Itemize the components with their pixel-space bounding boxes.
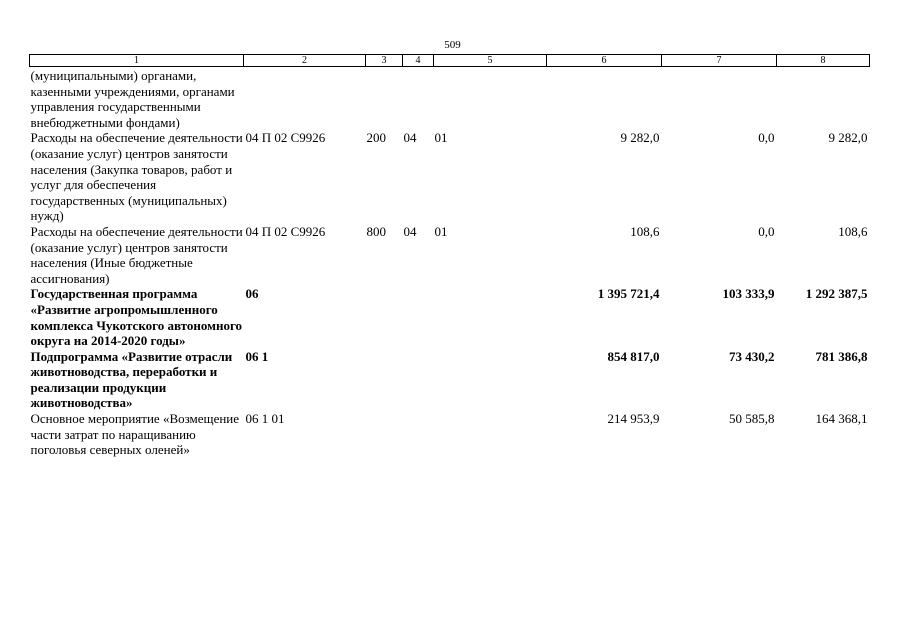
row-rz: 04 <box>403 130 417 146</box>
budget-table <box>29 54 870 458</box>
row-code: 06 1 <box>245 348 269 364</box>
row-pr: 01 <box>434 130 448 146</box>
row-pr: 01 <box>434 223 448 239</box>
column-header-4: 4 <box>403 55 434 67</box>
row-code: 06 <box>245 286 259 302</box>
row-pr <box>434 349 547 411</box>
row-federal: 0,0 <box>758 130 775 146</box>
row-regional: 164 368,1 <box>815 411 868 427</box>
row-code: 06 1 01 <box>245 411 285 427</box>
row-federal: 0,0 <box>758 223 775 239</box>
row-name: Подпрограмма «Развитие отрасли животноводства, переработки и реализации продукции животноводства» <box>30 348 233 411</box>
column-header-6: 6 <box>547 55 662 67</box>
column-header-1: 1 <box>30 55 244 67</box>
row-total: 108,6 <box>630 223 660 239</box>
row-vr <box>366 67 403 131</box>
row-rz <box>403 411 434 458</box>
row-pr <box>434 286 547 348</box>
row-name: Основное мероприятие «Возмещение части затрат по наращиванию поголовья северных оленей» <box>30 411 240 458</box>
row-federal: 50 585,8 <box>729 411 775 427</box>
row-total: 214 953,9 <box>607 411 660 427</box>
row-rz <box>403 349 434 411</box>
row-rz <box>403 67 434 131</box>
row-pr <box>434 67 547 131</box>
column-header-3: 3 <box>366 55 403 67</box>
row-regional: 1 292 387,5 <box>805 286 868 302</box>
row-vr <box>366 286 403 348</box>
row-name: Государственная программа «Развитие агропромышленного комплекса Чукотского автономного округа на 2014-2020 годы» <box>30 286 243 349</box>
table-row <box>30 411 870 458</box>
column-header-7: 7 <box>662 55 777 67</box>
row-rz <box>403 286 434 348</box>
row-federal: 103 333,9 <box>722 286 775 302</box>
column-header-5: 5 <box>434 55 547 67</box>
table-body <box>30 67 870 458</box>
row-total: 854 817,0 <box>607 348 660 364</box>
row-regional: 108,6 <box>838 223 868 239</box>
table-row <box>30 130 870 224</box>
row-vr: 200 <box>366 130 386 146</box>
table-row-program <box>30 286 870 348</box>
row-name: (муниципальными) органами, казенными учреждениями, органами управления государственными внебюджетными фондами) <box>30 68 235 130</box>
row-total: 9 282,0 <box>620 130 660 146</box>
page-number: 509 <box>444 39 461 51</box>
row-name: Расходы на обеспечение деятельности (оказание услуг) центров занятости населения (Закупка товаров, работ и услуг для обеспечения государственных (муниципальных) нужд) <box>30 130 243 224</box>
row-regional: 781 386,8 <box>815 348 868 364</box>
row-code: 04 П 02 С9926 <box>245 130 326 146</box>
row-pr <box>434 411 547 458</box>
row-federal: 73 430,2 <box>729 348 775 364</box>
table-row <box>30 67 870 131</box>
row-total <box>547 67 662 131</box>
row-rz: 04 <box>403 223 417 239</box>
row-vr: 800 <box>366 223 386 239</box>
row-regional: 9 282,0 <box>828 130 868 146</box>
row-code <box>244 67 366 131</box>
row-name: Расходы на обеспечение деятельности (оказание услуг) центров занятости населения (Иные бюджетные ассигнования) <box>30 223 243 286</box>
table-row-subprogram <box>30 349 870 411</box>
row-code: 04 П 02 С9926 <box>245 223 326 239</box>
table-header <box>30 55 870 67</box>
column-header-8: 8 <box>777 55 870 67</box>
table-row <box>30 224 870 286</box>
row-regional <box>777 67 870 131</box>
row-federal <box>662 67 777 131</box>
column-header-2: 2 <box>244 55 366 67</box>
row-total: 1 395 721,4 <box>597 286 660 302</box>
row-vr <box>366 349 403 411</box>
row-vr <box>366 411 403 458</box>
